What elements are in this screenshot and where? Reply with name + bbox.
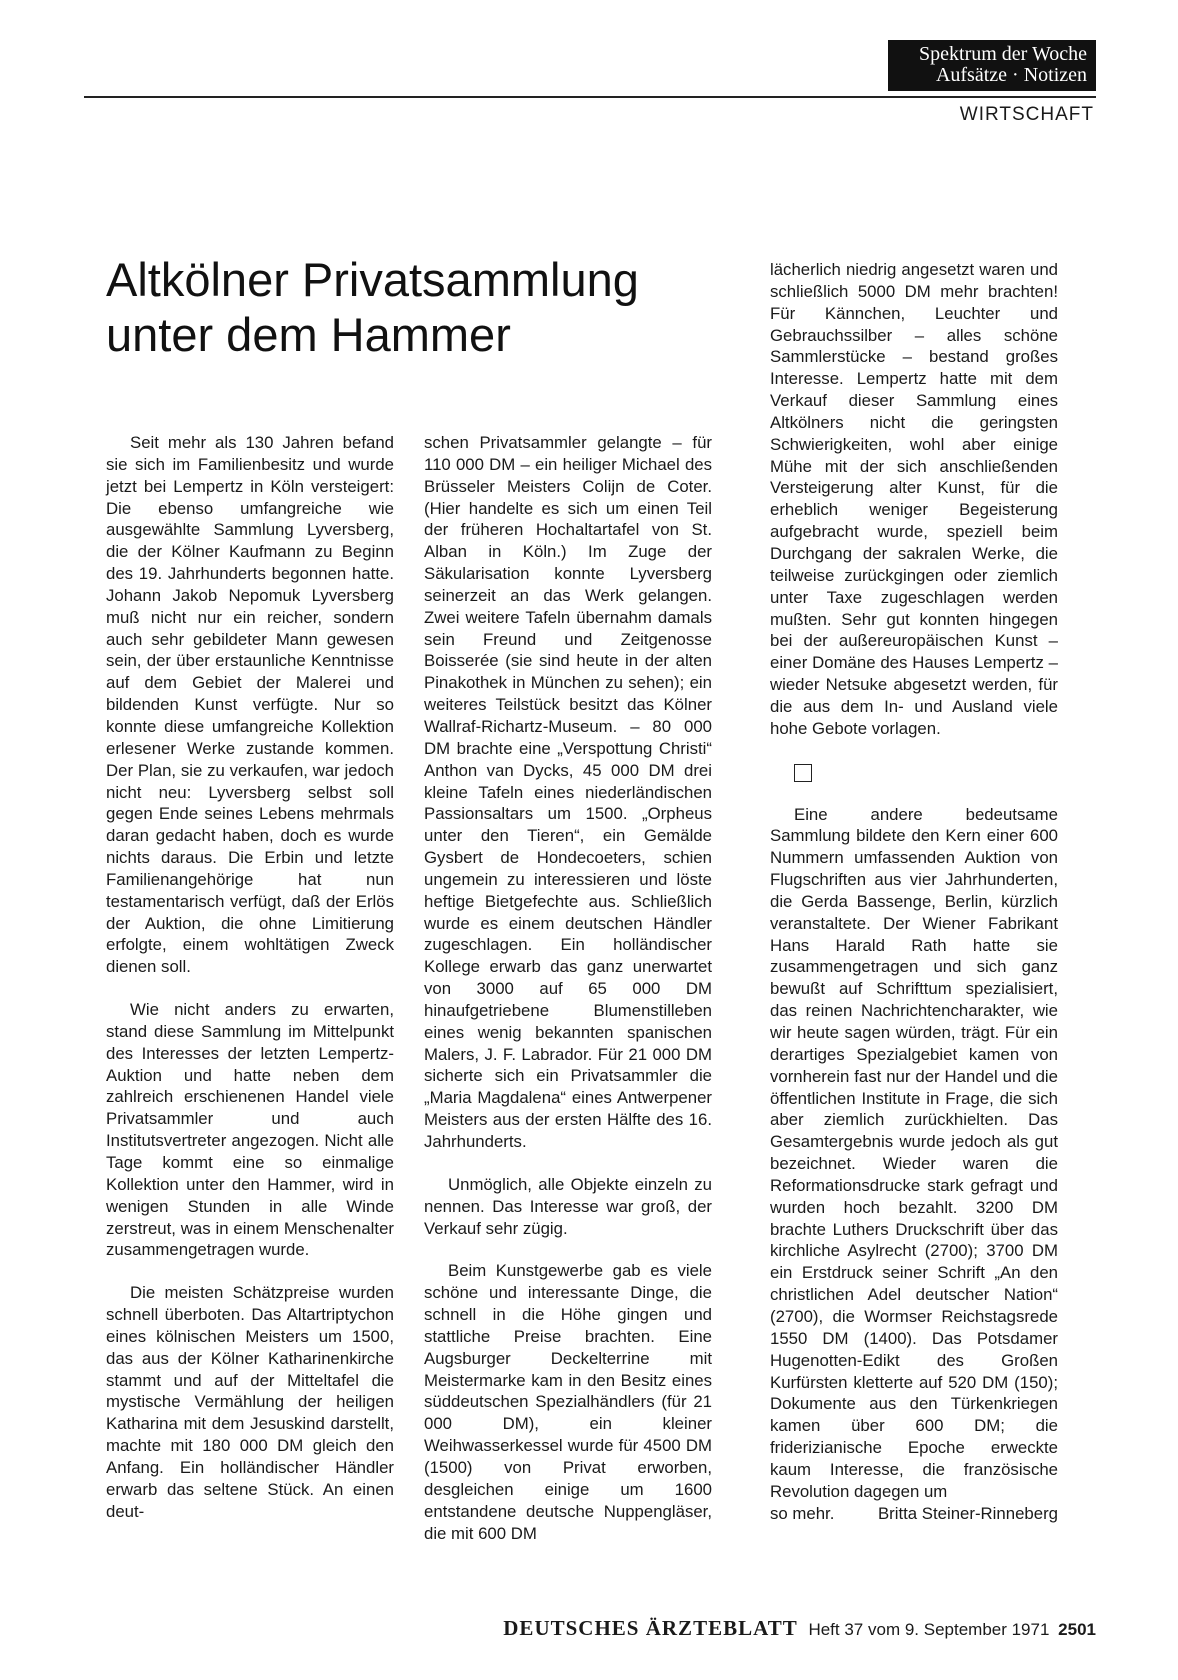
article-title	[106, 252, 666, 362]
section-break-box	[794, 764, 812, 782]
page-footer	[503, 1617, 1096, 1641]
closing-line	[770, 1503, 1058, 1525]
article-column-1	[106, 432, 394, 1523]
article-column-3	[770, 259, 1058, 1524]
closing-text: so mehr.	[770, 1503, 835, 1523]
article-title-line1: Altkölner Privatsammlung	[106, 253, 639, 306]
section-label-line2: Aufsätze · Notizen	[935, 64, 1087, 86]
journal-name: DEUTSCHES ÄRZTEBLATT	[503, 1616, 798, 1640]
author-name: Britta Steiner-Rinneberg	[877, 1503, 1058, 1523]
page-number: 2501	[1058, 1620, 1096, 1639]
section-label-line1: Spektrum der Woche	[919, 43, 1087, 65]
article-column-2	[424, 432, 712, 1544]
paragraph: schen Privatsammler gelangte – für 110 000 DM – ein heiliger Michael des Brüsseler Meisters Colijn de Coter. (Hier handelte es sich um einen Teil der früheren Hochaltartafel von St. Alban in Köln.) Im Zuge der Säkularisation konnte Lyversberg seinerzeit an das Werk gelangen. Zwei weitere Tafeln übernahm damals sein Freund und Zeitgenosse Boisserée (sie sind heute in der alten Pinakothek in München zu sehen); ein weiteres Teilstück besitzt das Kölner Wallraf-Richartz-Museum. – 80 000 DM brachte eine „Verspottung Christi“ Anthon van Dycks, 45 000 DM drei kleine Tafeln eines niederländischen Passionsaltars um 1500. „Orpheus unter den Tieren“, ein Gemälde Gysbert de Hondecoeters, schien ungemein zu interessieren und löste heftige Bietgefechte aus. Schließlich wurde es einem deutschen Händler zugeschlagen. Ein holländischer Kollege erwarb das ganz unerwartet von 3000 auf 65 000 DM hinaufgetriebene Blumenstilleben eines wenig bekannten spanischen Malers, J. F. Labrador. Für 21 000 DM sicherte sich ein Privatsammler die „Maria Magdalena“ eines Antwerpener Meisters aus der ersten Hälfte des 16. Jahrhunderts.	[424, 433, 712, 1151]
paragraph: Die meisten Schätzpreise wurden schnell überboten. Das Altartriptychon eines kölnischen Meisters um 1500, das aus der Kölner Katharinenkirche stammt und auf der Mitteltafel die mystische Vermählung der heiligen Katharina mit dem Jesuskind darstellt, machte mit 180 000 DM gleich den Anfang. Ein holländischer Händler erwarb das seltene Stück. An einen deut-	[106, 1283, 394, 1521]
department-label: WIRTSCHAFT	[959, 104, 1094, 125]
paragraph: Wie nicht anders zu erwarten, stand diese Sammlung im Mittelpunkt des Interesses der letzten Lempertz-Auktion und hatte neben dem zahlreich erschienenen Handel viele Privatsammler und auch Institutsvertreter angezogen. Nicht alle Tage kommt eine so einmalige Kollektion unter den Hammer, wird in wenigen Stunden in alle Winde zerstreut, was in einem Menschenalter zusammengetragen wurde.	[106, 1000, 394, 1260]
paragraph: Eine andere bedeutsame Sammlung bildete den Kern einer 600 Nummern umfassenden Auktion von Flugschriften aus vier Jahrhunderten, die Gerda Bassenge, Berlin, kürzlich veranstaltete. Der Wiener Fabrikant Hans Harald Rath hatte sie zusammengetragen und sich ganz bewußt auf Schrifttum spezialisiert, das reinen Nachrichtencharakter, wie wir heute sagen würden, trägt. Für ein derartiges Spezialgebiet kamen von vornherein fast nur der Handel und die öffentlichen Institute in Frage, die sich aber ziemlich zurückhielten. Das Gesamtergebnis wurde jedoch als gut bezeichnet. Wieder waren die Reformationsdrucke stark gefragt und wurden hoch bezahlt. 3200 DM brachte Luthers Druckschrift über das kirchliche Asylrecht (2700); 3700 DM ein Erstdruck seiner Schrift „An den christlichen Adel deutscher Nation“ (2700), die Wormser Reichstagsrede 1550 DM (1400). Das Potsdamer Hugenotten-Edikt des Großen Kurfürsten kletterte auf 520 DM (150); Dokumente aus den Türkenkriegen kamen über 600 DM; die friderizianische Epoche erweckte kaum Interesse, die französische Revolution dagegen um	[770, 804, 1058, 1501]
article-title-line2: unter dem Hammer	[106, 308, 511, 361]
paragraph: lächerlich niedrig angesetzt waren und schließlich 5000 DM mehr brachten! Für Kännchen, Leuchter und Gebrauchssilber – alles schöne Sammlerstücke – bestand großes Interesse. Lempertz hatte mit dem Verkauf dieser Sammlung eines Altkölners nicht die geringsten Schwierigkeiten, wohl aber einige Mühe mit der sich anschließenden Versteigerung alter Kunst, für die erheblich weniger Begeisterung aufgebracht wurde, speziell beim Durchgang der sakralen Werke, die teilweise zurückgingen oder ziemlich unter Taxe zugeschlagen werden mußten. Sehr gut konnten hingegen bei der außereuropäischen Kunst – einer Domäne des Hauses Lempertz – wieder Netsuke abgesetzt werden, für die aus dem In- und Ausland viele hohe Gebote vorlagen.	[770, 260, 1058, 738]
paragraph: Beim Kunstgewerbe gab es viele schöne und interessante Dinge, die schnell in die Höhe gingen und stattliche Preise brachten. Eine Augsburger Deckelterrine mit Meistermarke kam in den Besitz eines süddeutschen Spezialhändlers (für 21 000 DM), ein kleiner Weihwasserkessel wurde für 4500 DM (1500) von Privat erworben, desgleichen einige um 1600 entstandene deutsche Nuppengläser, die mit 600 DM	[424, 1261, 712, 1543]
issue-info: Heft 37 vom 9. September 1971	[808, 1620, 1050, 1639]
section-label	[888, 40, 1096, 91]
header-rule	[84, 96, 1096, 98]
paragraph: Unmöglich, alle Objekte einzeln zu nennen. Das Interesse war groß, der Verkauf sehr zügig.	[424, 1174, 712, 1238]
paragraph: Seit mehr als 130 Jahren befand sie sich im Familienbesitz und wurde jetzt bei Lempertz in Köln versteigert: Die ebenso umfangreiche wie ausgewählte Sammlung Lyversberg, die der Kölner Kaufmann zu Beginn des 19. Jahrhunderts begonnen hatte. Johann Jakob Nepomuk Lyversberg muß nicht nur ein reicher, sondern auch sehr gebildeter Mann gewesen sein, der über erstaunliche Kenntnisse auf dem Gebiet der Malerei und bildenden Kunst verfügte. Nur so konnte diese umfangreiche Kollektion erlesener Werke zustande kommen. Der Plan, sie zu verkaufen, war jedoch nicht neu: Lyversberg selbst soll gegen Ende seines Lebens mehrmals daran gedacht haben, doch es wurde nichts daraus. Die Erbin und letzte Familienangehörige hat nun testamentarisch verfügt, daß der Erlös der Auktion, die ohne Limitierung erfolgte, einem wohltätigen Zweck dienen soll.	[106, 433, 394, 977]
